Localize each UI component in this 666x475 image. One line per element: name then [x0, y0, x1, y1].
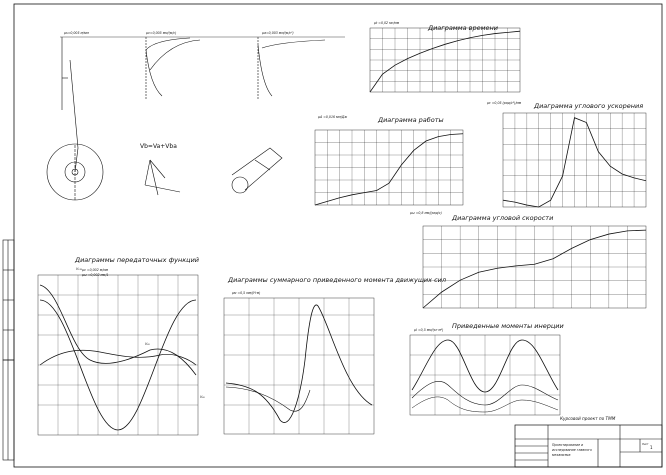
scale-a: μa=0,003 мм/(м/с²): [262, 31, 294, 35]
stamp-subtitle-1: Проектирование и: [552, 443, 584, 447]
moment-diagram: [224, 298, 374, 434]
stamp-subtitle-2: исследование главного: [552, 448, 592, 452]
time-diagram: [370, 28, 520, 92]
velocity-plan: [145, 160, 180, 195]
mechanism-crank: [47, 60, 103, 200]
label-v120: V₁₂₀: [76, 267, 83, 271]
moment-scale: μм =0,5 мм/(Н·м): [232, 291, 261, 295]
speed-diagram: [423, 226, 646, 308]
stamp-title: Курсовой проект по ТММ: [560, 416, 616, 421]
accel-title: Диаграмма углового ускорения: [534, 102, 644, 110]
vector-equation: Vb=Va+Vba: [140, 143, 177, 150]
stamp-subtitle-3: механизма: [552, 453, 571, 457]
time-scale: μt =0,02 мс/мм: [374, 21, 400, 25]
sheet-number: 1: [650, 445, 653, 450]
time-title: Диаграмма времени: [428, 24, 498, 32]
transfer-functions-diagram: [38, 275, 198, 435]
scale-v: μv=0,005 мм/(м/с): [146, 31, 177, 35]
speed-title: Диаграмма угловой скорости: [452, 214, 554, 222]
inertia-scale: μI =0,5 мм/(кг·м²): [414, 328, 444, 332]
scale-s: μs=0,005 м/мм: [64, 31, 89, 35]
displacement-velocity-plots: [60, 37, 345, 110]
transfer-scale-2: μω =0,002 мм/1: [82, 273, 109, 277]
speed-scale: μω =0,8 мм/(рад/с): [410, 211, 442, 215]
inertia-title: Приведенные моменты инерции: [452, 322, 564, 330]
title-block: [515, 425, 662, 467]
sheet-label: Лист: [642, 443, 649, 446]
accel-scale: με =0,05 (рад/с²)/мм: [487, 101, 522, 105]
link-sketch: [232, 148, 282, 193]
moment-title: Диаграммы суммарного приведенного момента движущих сил: [228, 276, 447, 284]
work-title: Диаграмма работы: [378, 116, 444, 124]
transfer-title: Диаграммы передаточных функций: [75, 256, 200, 264]
accel-diagram: [503, 113, 646, 207]
label-v20: V₂₀: [145, 342, 150, 346]
sheet-frame: [14, 4, 662, 467]
transfer-scale-1: μv =0,002 м/мм: [82, 268, 109, 272]
inertia-diagram: [410, 335, 560, 415]
left-side-stamps: [3, 240, 14, 460]
work-scale: μA =0,016 мм/Дж: [318, 115, 348, 119]
work-diagram: [315, 130, 463, 205]
label-v30: V₃₀: [200, 395, 205, 399]
